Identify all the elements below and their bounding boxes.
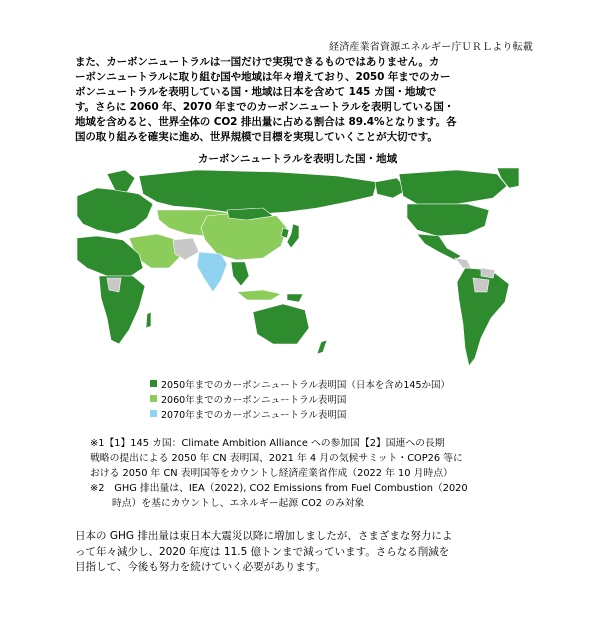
footnote-line: 戦略の提出による 2050 年 CN 表明国、2021 年 4 月の気候サミット・COP26 等に	[90, 453, 463, 464]
legend-item-2050	[150, 376, 450, 391]
map-region-india	[197, 252, 227, 292]
map-region-australia	[253, 304, 309, 344]
footnote-line: ※1【1】145 カ国：Climate Ambition Alliance への参加国【2】国連への長期	[90, 438, 445, 449]
intro-line: また、カーボンニュートラルは一国だけで実現できるものではありません。カ	[75, 56, 440, 68]
legend-swatch	[150, 380, 157, 387]
legend-label: 2070年までのカーボンニュートラル表明国	[161, 409, 347, 421]
map-region-scandinavia	[107, 170, 135, 192]
map-region-usa	[407, 204, 489, 236]
intro-line: ボンニュートラルを表明している国・地域は日本を含めて 145 カ国・地域で	[75, 86, 437, 98]
map-region-africa-grey	[107, 278, 121, 292]
closing-line: 日本の GHG 排出量は東日本大震災以降に増加しましたが、さまざまな努力によ	[75, 530, 453, 542]
map-region-south-america-grey	[473, 278, 489, 292]
source-note: 経済産業省資源エネルギー庁ＵＲＬより転載	[329, 42, 533, 53]
footnote-line: ※2 GHG 排出量は、IEA（2022), CO2 Emissions from Fuel Combustion（2020	[90, 483, 468, 494]
legend-label: 2060年までのカーボンニュートラル表明国	[161, 394, 347, 406]
footnotes	[90, 436, 520, 511]
intro-line: 国の取り組みを確実に進め、世界規模で目標を実現していくことが大切です。	[75, 131, 438, 143]
closing-line: 目指して、今後も努力を続けていく必要があります。	[75, 561, 326, 573]
legend-swatch	[150, 410, 157, 417]
intro-line: ーボンニュートラルに取り組む国や地域は年々増えており、2050 年までのカー	[75, 71, 451, 83]
map-region-russia	[139, 170, 377, 214]
closing-line: って年々減少し、2020 年度は 11.5 億トンまで減っています。さらなる削減を	[75, 545, 450, 558]
map-region-africa-south	[99, 276, 145, 344]
intro-line: 地域を含めると、世界全体の CO2 排出量に占める割合は 89.4%となります。各	[75, 116, 457, 128]
legend-swatch	[150, 395, 157, 402]
map-region-indonesia	[237, 290, 281, 300]
legend-label: 2050年までのカーボンニュートラル表明国（日本を含め145か国）	[161, 379, 451, 391]
map-region-europe	[77, 188, 153, 234]
map-region-madagascar	[146, 312, 151, 328]
map-title: カーボンニュートラルを表明した国・地域	[197, 153, 398, 165]
world-map	[77, 168, 519, 370]
legend-item-2070	[150, 406, 450, 421]
footnote-line: おける 2050 年 CN 表明国等をカウントし経済産業省作成（2022 年 10 月時点）	[90, 468, 453, 479]
map-region-venezuela	[481, 268, 495, 278]
closing-paragraph	[75, 529, 520, 576]
map-region-new-zealand	[317, 340, 327, 354]
map-region-central-america	[455, 258, 471, 268]
footnote-line: 時点）を基にカウントし、エネルギー起源 CO2 のみ対象	[112, 498, 365, 509]
map-region-mexico	[417, 234, 461, 260]
intro-paragraph	[75, 55, 520, 145]
map-region-canada	[399, 170, 507, 204]
map-region-japan	[287, 224, 299, 248]
map-region-png	[287, 294, 303, 302]
map-legend	[150, 376, 450, 421]
intro-line: す。さらに 2060 年、2070 年までのカーボンニュートラルを表明している国・	[75, 101, 455, 113]
map-region-southeast-asia	[231, 262, 249, 286]
legend-item-2060	[150, 391, 450, 406]
